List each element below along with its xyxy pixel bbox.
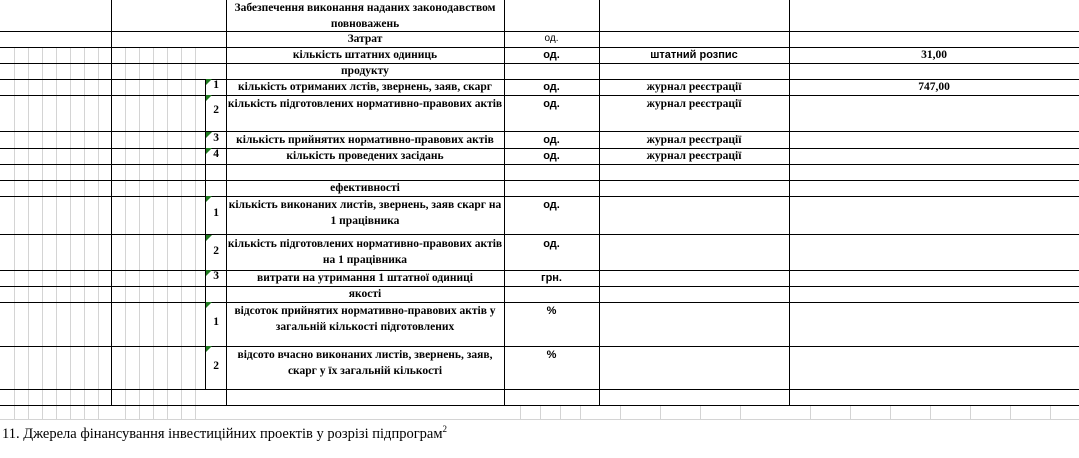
costs-row-unit: од. [543, 49, 560, 61]
gridline [0, 419, 1079, 420]
table-border [111, 0, 112, 405]
comment-marker [206, 95, 212, 101]
quality-row-1-num: 1 [213, 316, 219, 328]
gridline [540, 405, 541, 419]
gridline [580, 405, 581, 419]
gridline [84, 47, 85, 419]
gridline [28, 47, 29, 419]
table-border [0, 63, 1079, 64]
product-row-2-unit: од. [543, 98, 560, 110]
costs-row-value: 31,00 [921, 49, 947, 61]
gridline [970, 405, 971, 419]
gridline [139, 47, 140, 419]
comment-marker [206, 302, 212, 308]
product-row-1-source: журнал реєстрації [646, 81, 742, 93]
gridline [56, 47, 57, 419]
gridline [125, 47, 126, 419]
gridline [700, 405, 701, 419]
costs-row-source: штатний розпис [650, 49, 738, 61]
product-row-3-num: 3 [213, 132, 219, 144]
gridline [810, 405, 811, 419]
section-costs: Затрат [347, 33, 383, 45]
product-row-3-source: журнал реєстрації [646, 134, 742, 146]
gridline [14, 47, 15, 419]
gridline [560, 405, 561, 419]
gridline [740, 405, 741, 419]
efficiency-row-3-unit: грн. [540, 272, 562, 284]
gridline [620, 405, 621, 419]
table-border [0, 180, 1079, 181]
quality-row-1-unit: % [546, 305, 557, 317]
unit-header: од. [544, 33, 559, 44]
gridline [1010, 405, 1011, 419]
gridline [181, 47, 182, 419]
comment-marker [206, 346, 212, 352]
product-row-4-num: 4 [213, 148, 219, 160]
product-row-2-name: кількість підготовлених нормативно-правових актів [227, 98, 503, 110]
section-11-heading: 11. Джерела фінансування інвестиційних проектів у розрізі підпрограм$^2$ [2, 424, 448, 442]
product-row-4-source: журнал реєстрації [646, 150, 742, 162]
product-row-1-value: 747,00 [918, 81, 950, 93]
product-row-1-unit: од. [543, 81, 560, 93]
gridline [167, 47, 168, 419]
table-border [0, 164, 1079, 165]
efficiency-row-2-name: кількість підготовлених нормативно-правових актів на 1 працівника [227, 238, 503, 266]
gridline [195, 47, 196, 419]
product-row-3-unit: од. [543, 134, 560, 146]
quality-row-2-name: відсото вчасно виконаних листів, звернень, заяв, скарг у їх загальній кількості [237, 349, 493, 377]
efficiency-row-3-num: 3 [213, 270, 219, 282]
section-efficiency: ефективності [330, 182, 400, 194]
table-border [0, 389, 1079, 390]
gridline [70, 47, 71, 419]
gridline [98, 47, 99, 419]
gridline [930, 405, 931, 419]
product-row-4-name: кількість проведених засідань [286, 150, 444, 162]
comment-marker [206, 196, 212, 202]
quality-row-1-name: відсоток прийнятих нормативно-правових актів у загальній кількості підготовлених [234, 305, 496, 333]
table-border [0, 286, 1079, 287]
costs-row-name: кількість штатних одиниць [292, 49, 438, 61]
gridline [42, 47, 43, 419]
efficiency-row-1-name: кількість виконаних листів, звернень, заяв скарг на 1 працівника [228, 199, 502, 227]
gridline [890, 405, 891, 419]
table-border [0, 405, 1079, 406]
product-row-4-unit: од. [543, 150, 560, 162]
header-title: Забезпечення виконання наданих законодавством повноважень [234, 1, 496, 30]
efficiency-row-1-unit: од. [543, 199, 560, 211]
gridline [153, 47, 154, 419]
gridline [660, 405, 661, 419]
efficiency-row-1-num: 1 [213, 207, 219, 219]
section-quality: якості [348, 288, 382, 300]
product-row-1-name: кількість отриманих лстів, звернень, заяв, скарг [237, 81, 493, 93]
gridline [850, 405, 851, 419]
product-row-2-num: 2 [213, 104, 219, 116]
gridline [520, 405, 521, 419]
gridline [1050, 405, 1051, 419]
quality-row-2-num: 2 [213, 360, 219, 372]
product-row-1-num: 1 [213, 79, 219, 91]
quality-row-2-unit: % [546, 349, 557, 361]
section-product: продукту [341, 65, 389, 77]
product-row-2-source: журнал реєстрації [646, 98, 742, 110]
efficiency-row-3-name: витрати на утримання 1 штатної одиниці [257, 272, 473, 284]
efficiency-row-2-unit: од. [543, 238, 560, 250]
comment-marker [206, 235, 212, 241]
product-row-3-name: кількість прийнятих нормативно-правових актів [236, 134, 494, 146]
efficiency-row-2-num: 2 [213, 245, 219, 257]
